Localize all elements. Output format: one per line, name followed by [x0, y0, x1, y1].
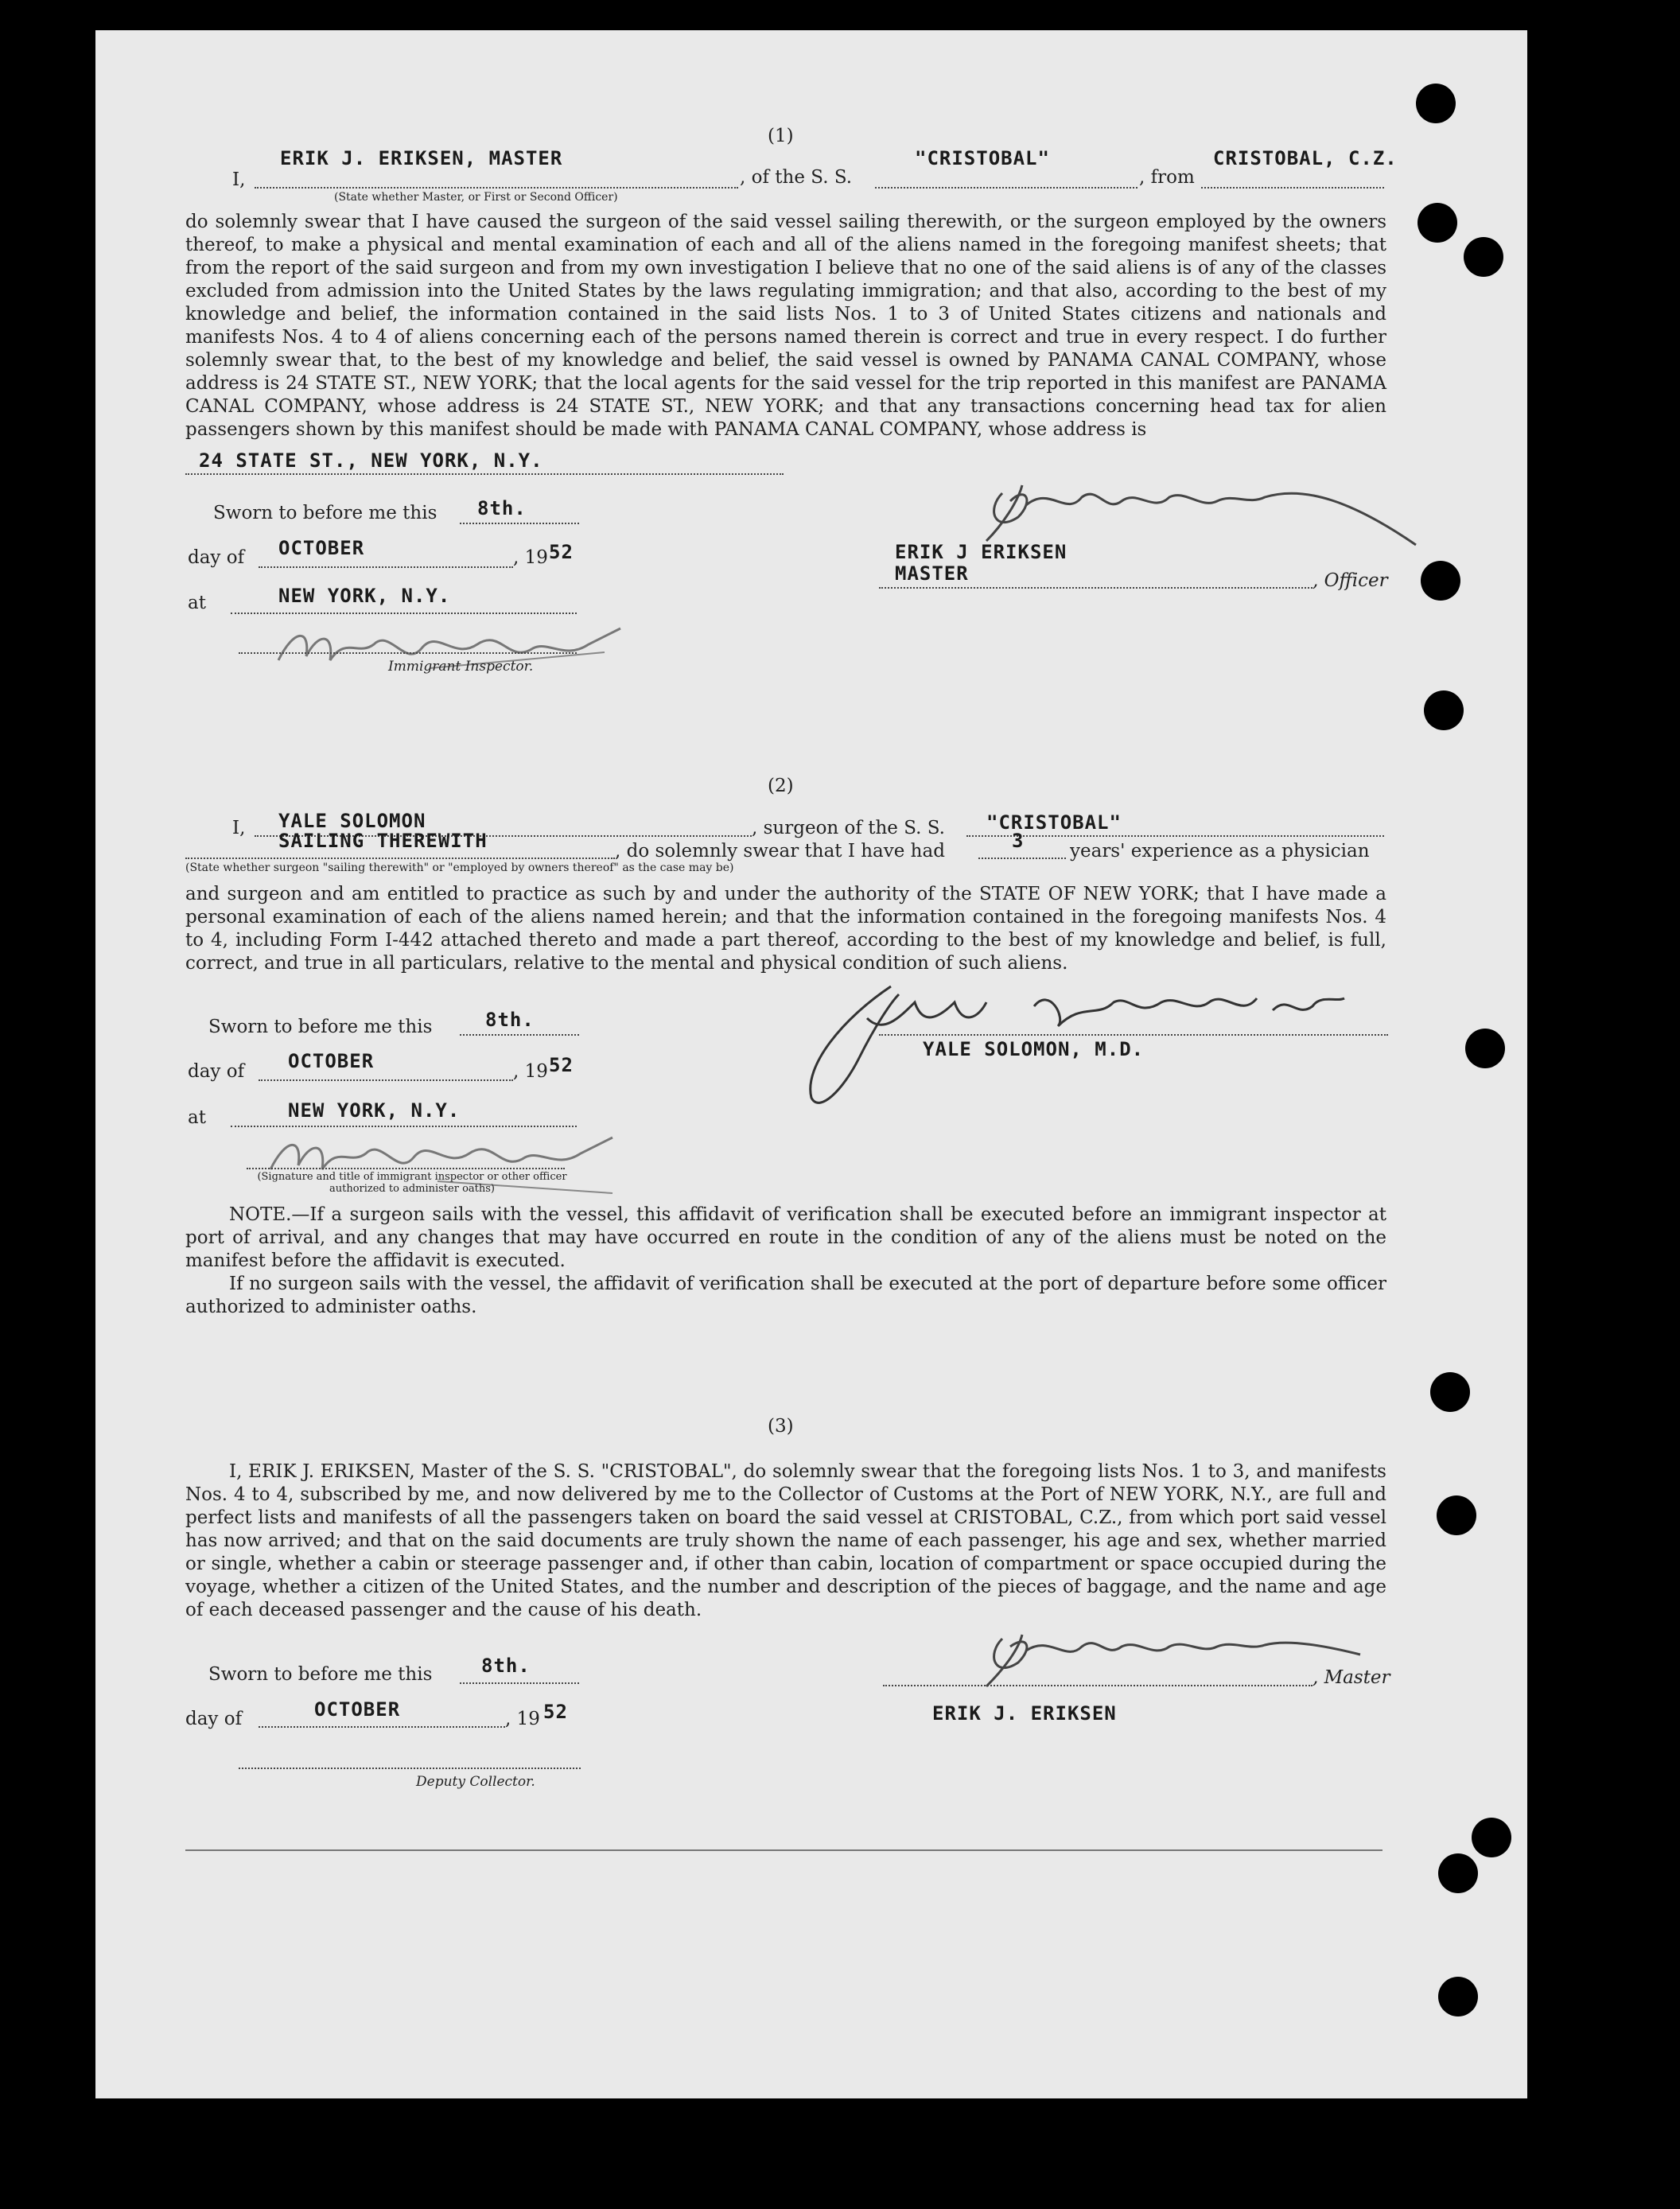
master-name-line — [255, 187, 738, 189]
punch-hole — [1465, 1029, 1505, 1068]
punch-hole — [1464, 237, 1503, 277]
sworn-label: Sworn to before me this — [208, 1664, 433, 1685]
pronoun-i: I, — [232, 169, 246, 190]
punch-hole — [1430, 1372, 1470, 1412]
master-signature-line — [883, 1685, 1312, 1686]
inspector-signature — [270, 613, 628, 687]
from-label: , from — [1139, 167, 1195, 188]
year-suffix: 52 — [543, 1701, 568, 1723]
sworn-day: 8th. — [481, 1655, 531, 1677]
place: NEW YORK, N.Y. — [288, 1099, 461, 1122]
month-line — [259, 566, 513, 568]
section-number: (1) — [768, 126, 794, 146]
surgeon-signature-line — [879, 1034, 1388, 1036]
swear-text: , do solemnly swear that I have had — [615, 841, 945, 861]
punch-hole — [1424, 690, 1464, 730]
note-paragraph-1: NOTE.—If a surgeon sails with the vessel, this affidavit of verification shall be executed before an immigrant inspector at port of arrival, and any changes that may have occurred en route in the condition of any of the aliens must be noted on the manifest before the affidavit is executed. — [185, 1204, 1386, 1271]
years: 3 — [1012, 830, 1025, 852]
pronoun-i: I, — [232, 818, 246, 838]
officer-title: MASTER — [895, 562, 969, 585]
of-ss-label: , of the S. S. — [740, 167, 853, 188]
punch-hole — [1437, 1495, 1476, 1535]
inspector-line — [239, 652, 577, 654]
sworn-day-line — [460, 523, 579, 524]
month: OCTOBER — [278, 537, 365, 559]
at-label: at — [188, 593, 206, 613]
sworn-label: Sworn to before me this — [208, 1017, 433, 1037]
month-line — [259, 1726, 505, 1728]
place: NEW YORK, N.Y. — [278, 585, 451, 607]
master-name: ERIK J. ERIKSEN — [932, 1702, 1117, 1725]
ship-name: "CRISTOBAL" — [915, 147, 1050, 169]
punch-hole — [1438, 1977, 1478, 2016]
surgeon-typed: YALE SOLOMON, M.D. — [923, 1038, 1145, 1060]
from-place: CRISTOBAL, C.Z. — [1213, 147, 1398, 169]
state-note: (State whether Master, or First or Second Officer) — [334, 191, 618, 204]
officer-label: , Officer — [1312, 570, 1388, 591]
month-line — [259, 1079, 513, 1081]
officer-line — [879, 587, 1312, 589]
ship-name-line — [875, 187, 1138, 189]
section-number: (3) — [768, 1416, 794, 1437]
note-paragraph-2: If no surgeon sails with the vessel, the affidavit of verification shall be executed at the port of departure before some officer authorized to administer oaths. — [185, 1274, 1386, 1317]
deputy-line — [239, 1768, 581, 1769]
surgeon-name: YALE SOLOMON — [278, 810, 426, 832]
inspector-label: Immigrant Inspector. — [388, 659, 534, 675]
state-note: (State whether surgeon "sailing therewith" or "employed by owners thereof" as the case may be) — [185, 861, 734, 874]
from-line — [1201, 187, 1384, 189]
officer-name: ERIK J ERIKSEN — [895, 541, 1068, 563]
year-prefix: , 19 — [505, 1709, 540, 1729]
year-suffix: 52 — [549, 1054, 574, 1076]
bottom-rule — [185, 1849, 1382, 1851]
section-number: (2) — [768, 776, 794, 796]
sworn-day: 8th. — [477, 497, 527, 519]
day-of-label: day of — [188, 547, 245, 568]
sworn-label: Sworn to before me this — [213, 503, 438, 523]
head-tax-line — [185, 473, 784, 475]
section1-paragraph: do solemnly swear that I have caused the surgeon of the said vessel sailing therewith, or the surgeon employed by the owners thereof, to make a physical and mental examination of each and all of the aliens named in the foregoing manifest sheets; that from the report of the said surgeon and from my own investigation I believe that no one of the said aliens is of any of the classes excluded from admission into the United States by the laws regulating immigration; and that also, according to the best of my knowledge and belief, the information contained in the said lists Nos. 1 to 3 of United States citizens and nationals and manifests Nos. 4 to 4 of aliens concerning each of the persons named therein is correct and true in every respect. I do further solemnly swear that, to the best of my knowledge and belief, the said vessel is owned by PANAMA CANAL COMPANY, whose address is 24 STATE ST., NEW YORK; that the local agents for the said vessel for the trip reported in this manifest are PANAMA CANAL COMPANY, whose address is 24 STATE ST., NEW YORK; and that any transactions concerning head tax for alien passengers shown by this manifest should be made with PANAMA CANAL COMPANY, whose address is — [185, 212, 1386, 440]
punch-hole — [1472, 1818, 1511, 1857]
years-text: years' experience as a physician — [1070, 841, 1370, 861]
sworn-day: 8th. — [485, 1009, 535, 1031]
sailing-line — [185, 858, 615, 859]
at-label: at — [188, 1107, 206, 1128]
signature-note: (Signature and title of immigrant inspector or other officer authorized to administer oaths) — [257, 1171, 567, 1195]
ship-name-line — [966, 835, 1384, 837]
sailing-therewith: SAILING THEREWITH — [278, 830, 488, 852]
punch-hole — [1416, 84, 1456, 123]
day-of-label: day of — [185, 1709, 243, 1729]
surgeon-of-ss-label: , surgeon of the S. S. — [752, 818, 945, 838]
punch-hole — [1418, 203, 1457, 243]
section3-paragraph: I, ERIK J. ERIKSEN, Master of the S. S. "CRISTOBAL", do solemnly swear that the foregoing lists Nos. 1 to 3, and manifests Nos. 4 to 4, subscribed by me, and now delivered by me to the Collector of Customs at the Port of NEW YORK, N.Y., are full and perfect lists and manifests of all the passengers taken on board the said vessel at CRISTOBAL, C.Z., from which port said vessel has now arrived; and that on the said documents are truly shown the name of each passenger, his age and sex, whether married or single, whether a cabin or steerage passenger and, if other than cabin, location of compartment or space occupied during the voyage, whether a citizen of the United States, and the number and description of the pieces of baggage, and the name and age of each deceased passenger and the cause of his death. — [185, 1461, 1386, 1620]
punch-hole — [1421, 561, 1460, 601]
year-suffix: 52 — [549, 541, 574, 563]
month: OCTOBER — [288, 1050, 375, 1072]
deputy-label: Deputy Collector. — [416, 1774, 535, 1790]
year-prefix: , 19 — [513, 547, 548, 568]
day-of-label: day of — [188, 1061, 245, 1082]
month: OCTOBER — [314, 1698, 401, 1721]
sworn-day-line — [460, 1034, 579, 1036]
inspector-line — [247, 1168, 565, 1169]
section2-paragraph: and surgeon and am entitled to practice as such by and under the authority of the STATE OF NEW YORK; that I have made a personal examination of each of the aliens named herein; and that the information contained in the foregoing manifests Nos. 4 to 4, including Form I-442 attached thereto and made a part thereof, according to the best of my knowledge and belief, is full, correct, and true in all particulars, relative to the mental and physical condition of such aliens. — [185, 884, 1386, 974]
years-line — [978, 858, 1066, 859]
master-name: ERIK J. ERIKSEN, MASTER — [280, 147, 563, 169]
head-tax-address: 24 STATE ST., NEW YORK, N.Y. — [199, 449, 543, 472]
ship-name: "CRISTOBAL" — [986, 811, 1122, 834]
punch-hole — [1438, 1853, 1478, 1893]
year-prefix: , 19 — [513, 1061, 548, 1082]
master-label: , Master — [1312, 1667, 1390, 1688]
sworn-day-line — [460, 1682, 579, 1684]
